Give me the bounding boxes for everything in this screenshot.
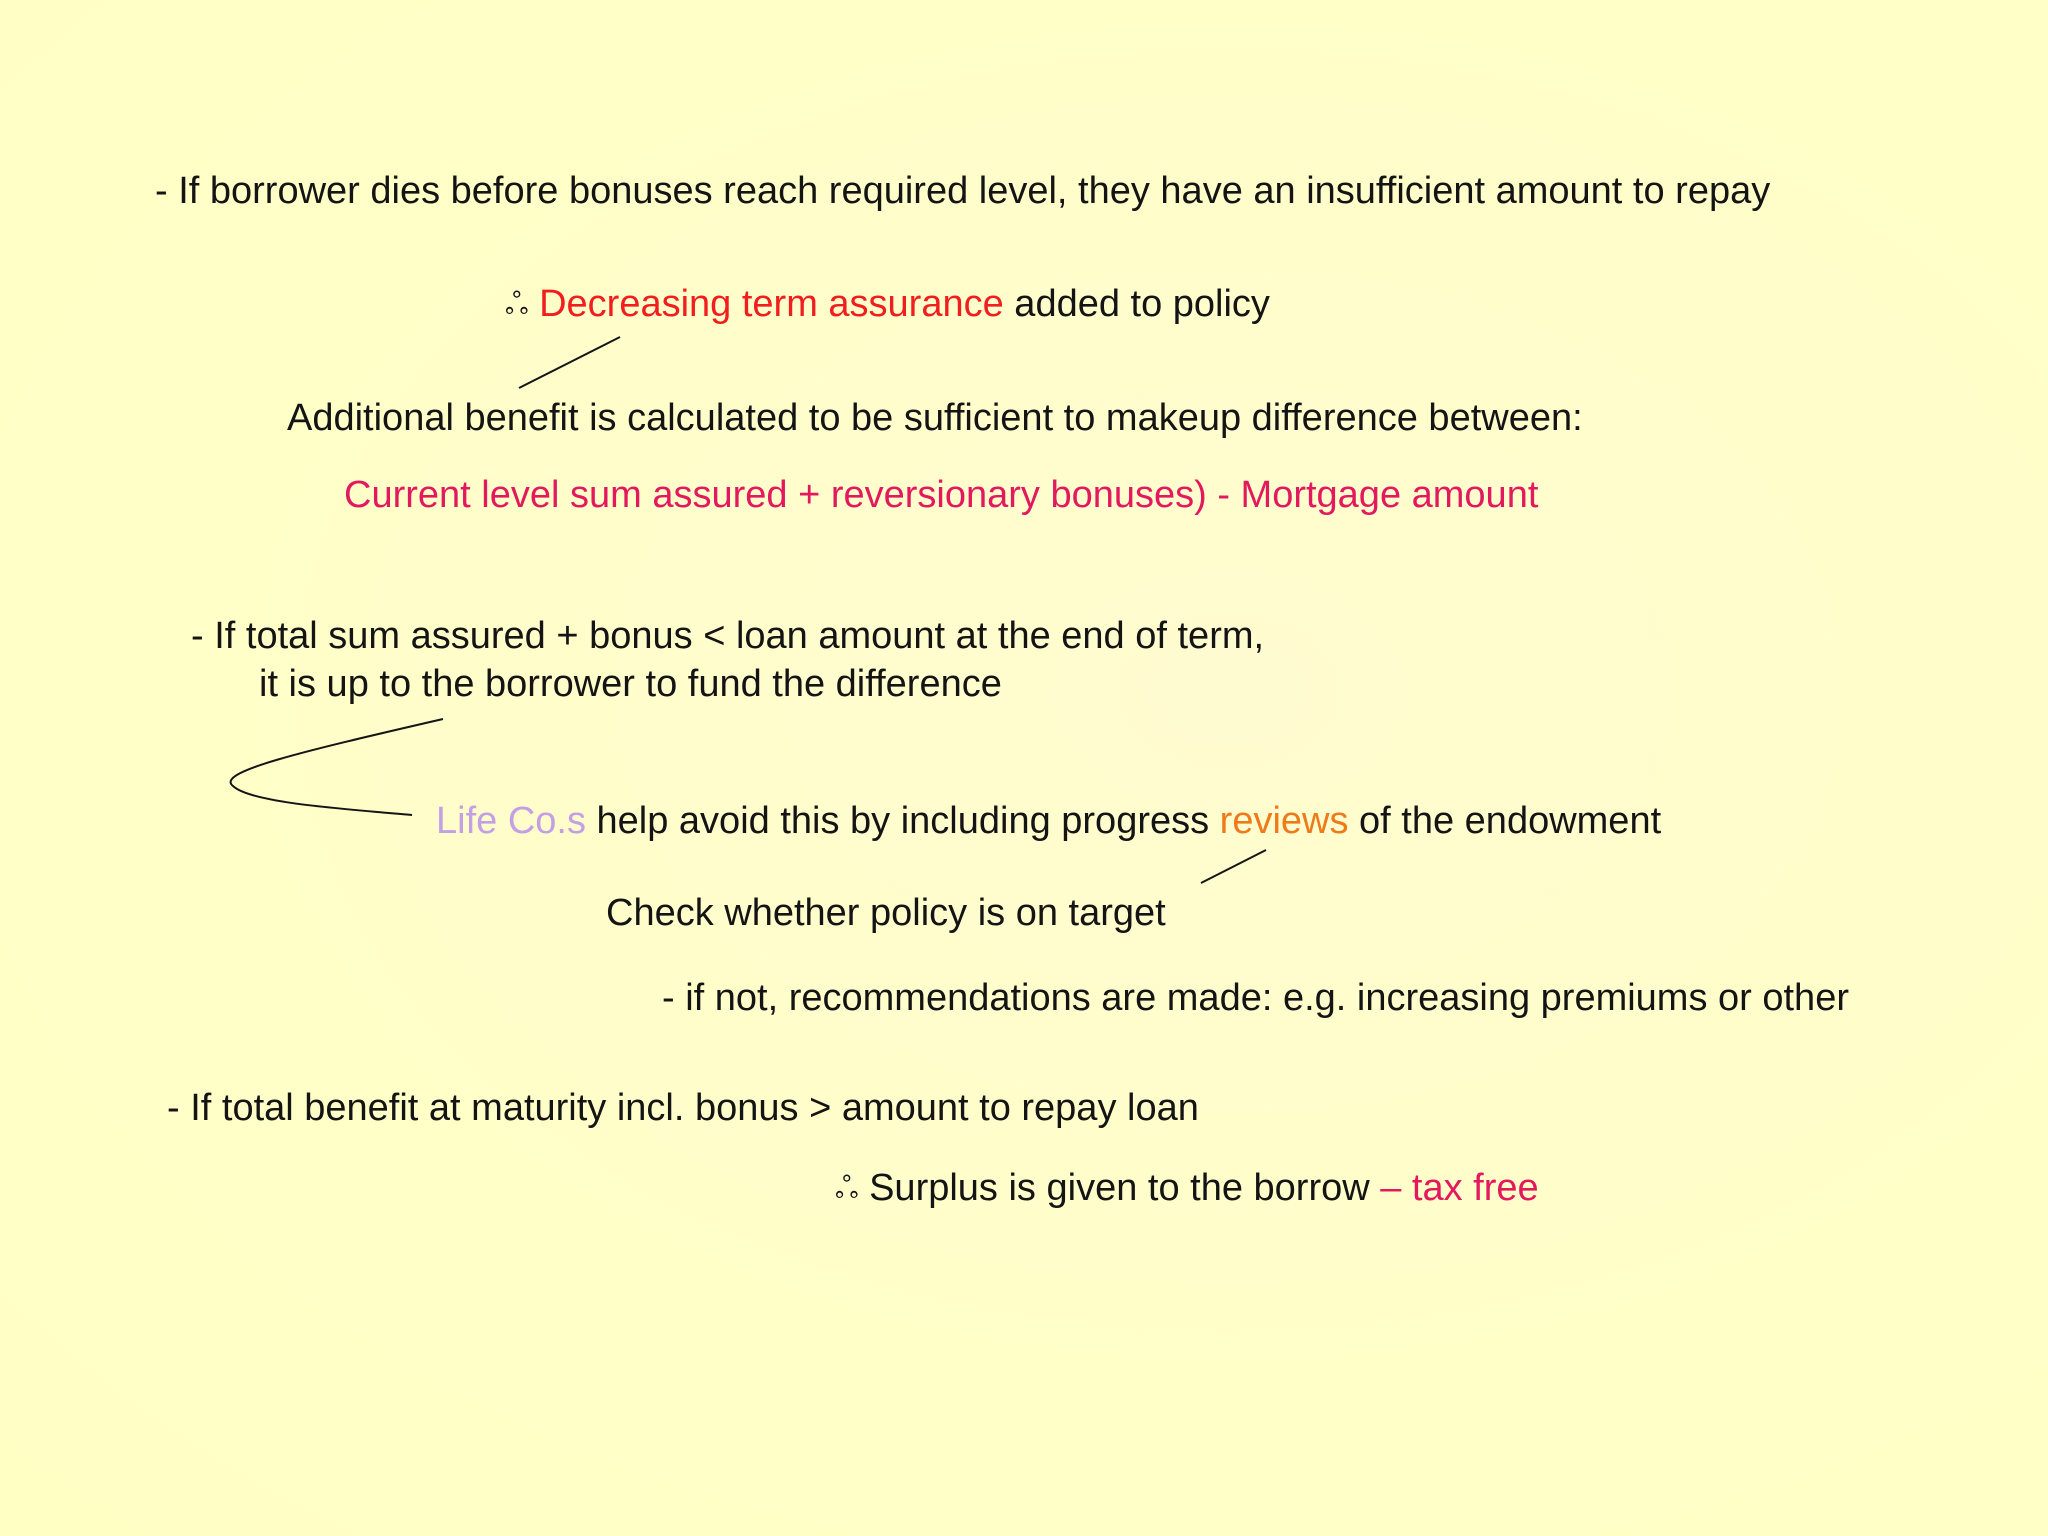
- decreasing-term-assurance-line: [505, 281, 1270, 328]
- surplus-line: [835, 1165, 1539, 1212]
- additional-benefit-line: [287, 395, 1583, 441]
- difference-formula-text: Current level sum assured + reversionary bonuses) - Mortgage amount: [344, 474, 1539, 516]
- difference-formula: [344, 472, 1538, 518]
- additional-benefit-text: Additional benefit is calculated to be sufficient to makeup difference between:: [287, 397, 1583, 439]
- progress-reviews-end: of the endowment: [1348, 800, 1662, 842]
- progress-reviews-line: [436, 798, 1661, 844]
- recommendations-line: [662, 975, 1849, 1021]
- check-target-line: [606, 890, 1166, 936]
- progress-reviews-middle: help avoid this by including progress: [585, 800, 1220, 842]
- bullet-borrower-dies-text: - If borrower dies before bonuses reach required level, they have an insufficient amount to repay: [155, 170, 1771, 212]
- decreasing-term-assurance-highlight: Decreasing term assurance: [539, 283, 1004, 325]
- surplus-dash: –: [1380, 1167, 1402, 1209]
- tax-free-highlight: tax free: [1401, 1167, 1539, 1209]
- recommendations-text: - if not, recommendations are made: e.g. increasing premiums or other: [662, 977, 1849, 1019]
- therefore-icon: ஃ: [505, 287, 529, 322]
- surplus-text: Surplus is given to the borrow: [858, 1167, 1381, 1209]
- check-target-text: Check whether policy is on target: [606, 892, 1166, 934]
- bullet-shortfall-line-1: [191, 613, 1264, 659]
- life-cos-label: Life Co.s: [436, 800, 586, 842]
- bullet-shortfall-text-2: it is up to the borrower to fund the difference: [259, 663, 1002, 705]
- bullet-surplus: [167, 1085, 1199, 1131]
- therefore-icon: ஃ: [835, 1171, 859, 1206]
- reviews-label: reviews: [1219, 800, 1349, 842]
- bullet-borrower-dies: [155, 168, 1770, 214]
- decreasing-term-assurance-rest: added to policy: [1003, 283, 1270, 325]
- connector-life-cos: [231, 719, 443, 815]
- bullet-shortfall-line-2: [259, 661, 1002, 707]
- connector-decreasing-term: [519, 337, 620, 388]
- connector-reviews: [1201, 850, 1266, 883]
- bullet-surplus-text: - If total benefit at maturity incl. bonus > amount to repay loan: [167, 1087, 1199, 1129]
- bullet-shortfall-text-1: - If total sum assured + bonus < loan amount at the end of term,: [191, 615, 1265, 657]
